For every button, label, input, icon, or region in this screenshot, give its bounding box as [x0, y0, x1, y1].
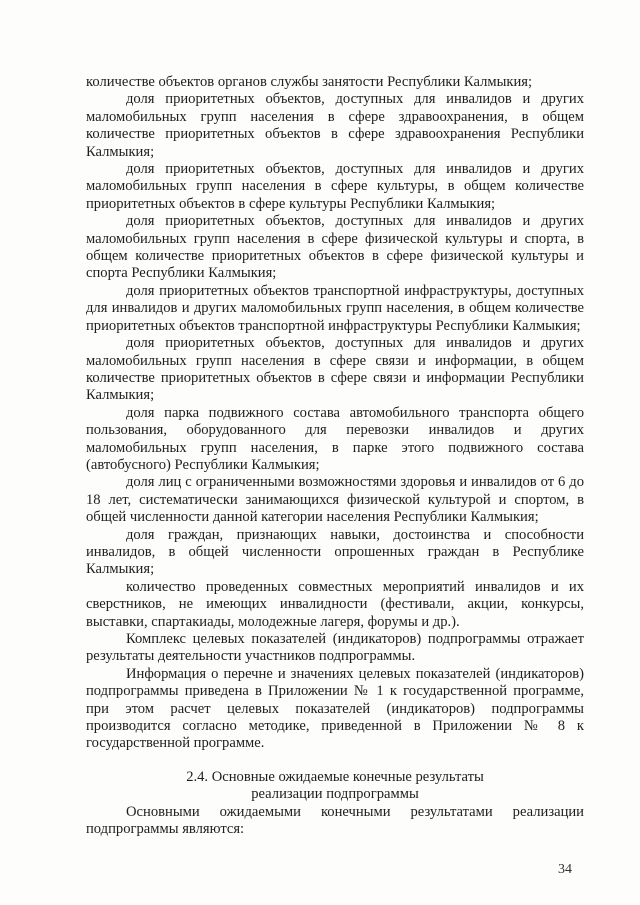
- paragraph-2: доля приоритетных объектов, доступных для инвалидов и других маломобильных групп населения в сфере здравоохранения, в общем количестве приоритетных объектов в сфере здравоохранения Республики Калмыкия;: [86, 91, 584, 160]
- document-body: [86, 74, 584, 838]
- paragraph-1: количестве объектов органов службы занятости Республики Калмыкия;: [86, 74, 533, 90]
- paragraph-8: доля лиц с ограниченными возможностями здоровья и инвалидов от 6 до 18 лет, систематически занимающихся физической культурой и спортом, в общей численности данной категории населения Республики Калмыкия;: [86, 474, 584, 526]
- paragraph-5: доля приоритетных объектов транспортной инфраструктуры, доступных для инвалидов и других маломобильных групп населения, в общем количестве приоритетных объектов транспортной инфраструктуры Республики Калмыкия;: [86, 282, 584, 334]
- closing-paragraph: Основными ожидаемыми конечными результатами реализации подпрограммы являются:: [86, 803, 584, 838]
- section-heading-line-2: реализации подпрограммы: [251, 786, 419, 803]
- section-heading: [86, 769, 584, 804]
- paragraph-10: количество проведенных совместных мероприятий инвалидов и их сверстников, не имеющих инвалидности (фестивали, акции, конкурсы, выставки, спартакиады, молодежные лагеря, форумы и др.).: [86, 578, 584, 630]
- paragraph-9: доля граждан, признающих навыки, достоинства и способности инвалидов, в общей численности опрошенных граждан в Республике Калмыкия;: [86, 526, 584, 578]
- paragraph-7: доля парка подвижного состава автомобильного транспорта общего пользования, оборудованного для перевозки инвалидов и других маломобильных групп населения, в парке этого подвижного состава (автобусного) Республики Калмыкия;: [86, 404, 584, 473]
- section-heading-line-1: 2.4. Основные ожидаемые конечные результаты: [186, 768, 484, 785]
- page-number: 34: [558, 862, 572, 877]
- paragraph-4: доля приоритетных объектов, доступных для инвалидов и других маломобильных групп населения в сфере физической культуры и спорта, в общем количестве приоритетных объектов в сфере физической культуры и спорта Республики Калмыкия;: [86, 213, 584, 282]
- paragraph-12: Информация о перечне и значениях целевых показателей (индикаторов) подпрограммы приведена в Приложении № 1 к государственной программе, при этом расчет целевых показателей (индикаторов) подпрограммы производится согласно методике, приведенной в Приложении № 8 к государственной программе.: [86, 665, 584, 752]
- paragraph-11: Комплекс целевых показателей (индикаторов) подпрограммы отражает результаты деятельности участников подпрограммы.: [86, 631, 584, 665]
- paragraph-3: доля приоритетных объектов, доступных для инвалидов и других маломобильных групп населения в сфере культуры, в общем количестве приоритетных объектов в сфере культуры Республики Калмыкия;: [86, 161, 584, 212]
- paragraph-6: доля приоритетных объектов, доступных для инвалидов и других маломобильных групп населения в сфере связи и информации, в общем количестве приоритетных объектов в сфере связи и информации Республики Калмыкия;: [86, 335, 584, 404]
